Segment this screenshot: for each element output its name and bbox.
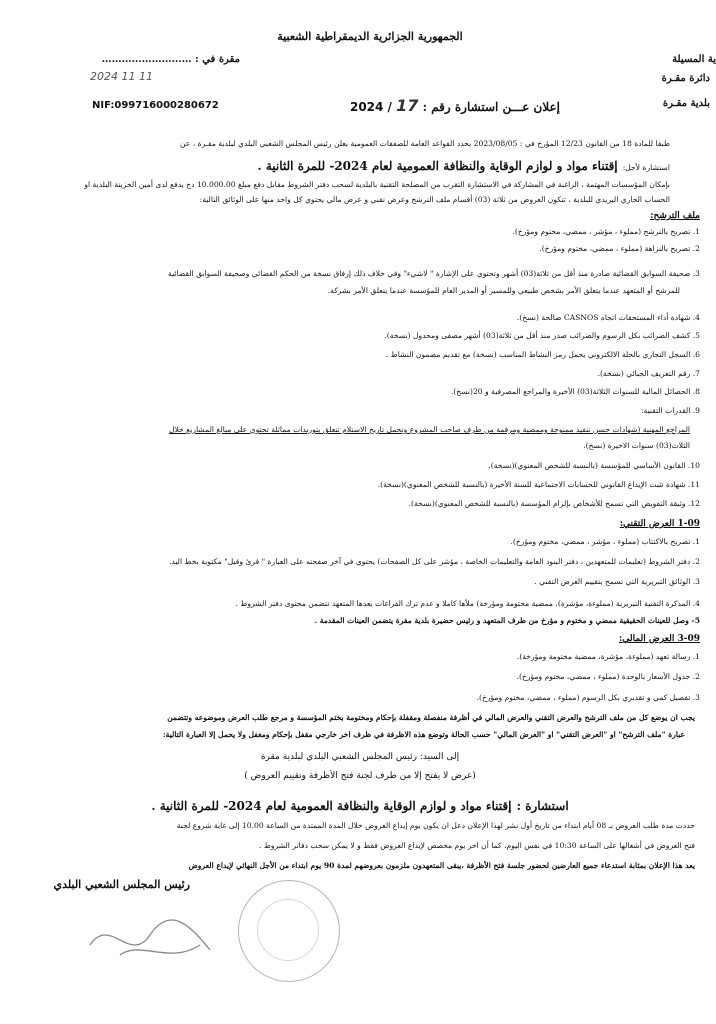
envelope-line-1: يجب ان يوضع كل من ملف الترشح والعرض التقني والعرض المالي في أظرفة منفصلة ومقفلة بإحكام ومختومة بختم المؤسسة و مرجع طلب العرض وموضوعه وتتضمن <box>167 713 695 722</box>
republic-header: الجمهورية الجزائرية الديمقراطية الشعبية <box>277 30 463 43</box>
official-seal-icon <box>238 880 340 982</box>
notice-year: / 2024 <box>349 100 392 114</box>
signature-handwritten <box>80 895 240 975</box>
list-item: 5- وصل للعينات الحقيقية ممضي و مختوم و مؤرخ من طرف المتعهد و رئيس حضيرة بلدية مقرة يتضمن العينات المقدمة . <box>314 616 700 625</box>
signature-title: رئيس المجلس الشعبي البلدي <box>53 878 190 891</box>
list-item: 6. السجل التجاري بالحلة الالكتروني يحمل رمز النشاط المناسب (نسخة) مع تقديم مضمون النشاط . <box>385 350 700 359</box>
closing-line-3: يعد هذا الإعلان بمثابة استدعاء جميع العارضين لحضور جلسة فتح الأظرفة ،يبقى المتعهدون ملزمون بعروضهم لمدة 90 يوم ابتداء من الأجل النهائي لإيداع العروض <box>188 861 695 870</box>
intro-line-4: الحساب الجاري البريدي للبلدية ، تتكون العروض من ثلاثة (03) أقسام ملف الترشح وعرض تقني و عرض مالي يحتوي كل واحد منها على الوثائق التالية: <box>199 195 670 204</box>
object-title: إقتناء مواد و لوازم الوقاية والنظافة العمومية لعام 2024- للمرة الثانية . <box>257 159 618 173</box>
list-item: 7. رقم التعريف الجبائي (نسخة). <box>597 369 700 378</box>
list-item: 4. شهادة أداء المستحقات اتجاه CASNOS صالحة (نسخ). <box>516 313 700 322</box>
list-item-continuation: للمرشح أو المتعهد عندما يتعلق الأمر بشخص طبيعي وللمسير أو المدير العام للمؤسسة عندما يتعلق الأمر بشركة. <box>327 286 680 295</box>
list-item: 10. القانون الأساسي للمؤسسة (بالنسبة للشخص المعنوي)(نسخة). <box>488 461 700 470</box>
list-item: المراجع المهنية (شهادات حسن تنفيذ ممنوحة وممضية ومرقمة من طرف صاحب المشروع وتحمل تاريخ الاستلام تتعلق بتوريدات مماثلة تحتوي على مبالغ المشاريع خلال <box>169 425 690 434</box>
list-item-continuation: الثلاث(03) سنوات الاخيرة (نسخ). <box>583 441 690 450</box>
list-item: 3. صحيفة السوابق القضائية صادرة منذ أقل من ثلاثة(03) أشهر وتحتوي على الإشارة " لاشيء" وفي خلاف ذلك إرفاق نسخة من الحكم القضائي وصحيفة السوابق القضائية <box>168 269 700 278</box>
list-item: 9. القدرات التقنية: <box>640 406 700 415</box>
list-item: 1. رسالة تعهد (مملوءة، مؤشرة، ممضية مختومة ومؤرخة). <box>516 652 700 661</box>
list-item: 2. دفتر الشروط (تعليمات للمتعهدين ، دفتر البنود العامة والتعليمات الخاصة ، مؤشر على كل الصفحات) يحتوي في آخر صفحته على العبارة " قرئ وقبل" مكتوبة بخط اليد. <box>168 557 700 566</box>
technical-heading: 1-09 العرض التقني: <box>619 519 700 529</box>
nif-number: NIF:099716000280672 <box>92 100 219 111</box>
place-date-dots: ……………………… <box>101 54 192 65</box>
handwritten-date: 2024 11 11 <box>90 70 153 83</box>
closing-line-2: فتح العروض في أشغالها على الساعة 10:30 في نفس اليوم، كما أن اخر يوم مخصص لإيداع العروض فقط و لا يمكن سحب دفاتر الشروط . <box>259 841 695 850</box>
intro-line-3: بإمكان المؤسسات المهتمة ، الراغبة في المشاركة في الاستشارة التقرب من المصلحة التقنية بالبلدية لسحب دفتر الشروط مقابل دفع مبلغ 10.000.00 دج يدفع لدى أمين الخزينة البلدية او <box>84 180 670 189</box>
list-item: 3. تفصيل كمي و تقديري بكل الرسوم (مملوء ، ممضي، مختوم ومؤرخ). <box>476 693 700 702</box>
financial-heading: 3-09 العرض المالي: <box>619 634 700 644</box>
intro-line-1: طبقا للمادة 18 من القانون 12/23 المؤرخ في : 2023/08/05 يحدد القواعد العامة للصفقات العمومية يعلن رئيس المجلس الشعبي البلدي لبلدية مقـرة ، عن <box>180 139 670 148</box>
list-item: 5. كشف الضرائب بكل الرسوم والضرائب صدر منذ أقل من ثلاثة(03) أشهر مصفى ومحدول (نسخة). <box>384 331 700 340</box>
place-date-label: مقرة في : <box>195 54 240 65</box>
intro-lead: استشارة لأجل: <box>622 163 670 172</box>
repeat-lead: استشارة : <box>516 799 569 813</box>
wilaya-name: ية المسيلة <box>672 54 716 65</box>
list-item: 8. الحصائل المالية للسنوات الثلاثة(03) الأخيرة والمراجع المصرفية و 20(نسخ). <box>450 387 700 396</box>
envelope-note: (عرض لا يفتح إلا من طرف لجنة فتح الأظرفة وتقييم العروض ) <box>244 771 476 781</box>
list-item: 3. الوثائق التبريرية التي تسمح بتقييم العرض التقني . <box>534 577 700 586</box>
commune-name: بلدية مقـرة <box>662 98 710 109</box>
list-item: 12. وثيقة التفويض التي تسمح للأشخاص بإلزام المؤسسة (بالنسبة للشخص المعنوي)(نسخة). <box>408 499 700 508</box>
closing-line-1: حددت مدة طلب العروض بـ 08 أيام ابتداء من تاريخ أول نشر لهذا الإعلان دعل ان يكون يوم إيداع العروض خلال المدة الممتدة من الساعة 10.00 إلى غاية شروع لجنة <box>176 821 695 830</box>
list-item: 1. تصريح بالاكتتاب (مملوء ، مؤشر ، ممضي، مختوم ومؤرخ). <box>510 537 700 546</box>
notice-number: 17 <box>396 96 419 115</box>
list-item: 4. المذكرة التقنية التبريرية (مملوءة، مؤشرة)، ممضية مختومة ومؤرخة) ملأها كاملا و عدم ترك الفراغات يعدها المتعهد تتضمن محتوى دفتر الشروط . <box>235 599 700 608</box>
notice-title: إعلان عـــن استشارة رقم : <box>422 100 560 114</box>
list-item: 1. تصريح بالترشح (مملوء ، مؤشر ، ممضي، مختوم ومؤرخ). <box>512 227 700 236</box>
envelope-address: إلى السيد: رئيس المجلس الشعبي البلدي لبلدية مقرة <box>260 752 460 762</box>
daira-name: دائرة مقـرة <box>661 73 710 84</box>
envelope-line-2: عبارة "ملف الترشح" او "العرض التقني" او "العرض المالي" حسب الحالة وتوضع هذه الاظرفة في ظرف اخر خارجي مقفل بإحكام ومغفل ولا يحمل إلا العبارة التالية: <box>162 730 685 739</box>
list-item: 2. تصريح بالنزاهة (مملوء ، ممضي، مختوم ومؤرخ). <box>539 244 700 253</box>
repeat-object-title: إقتناء مواد و لوازم الوقاية والنظافة العمومية لعام 2024- للمرة الثانية . <box>151 799 512 813</box>
candidature-heading: ملف الترشح: <box>650 211 700 221</box>
list-item: 11. شهادة تثبت الإيداع القانوني للحسابات الاجتماعية للسنة الأخيرة (بالنسبة للشخص المعنوي)(نسخة). <box>377 480 700 489</box>
list-item: 2. جدول الأسعار بالوحدة (مملوء ، ممضي، مختوم ومؤرخ). <box>516 672 700 681</box>
